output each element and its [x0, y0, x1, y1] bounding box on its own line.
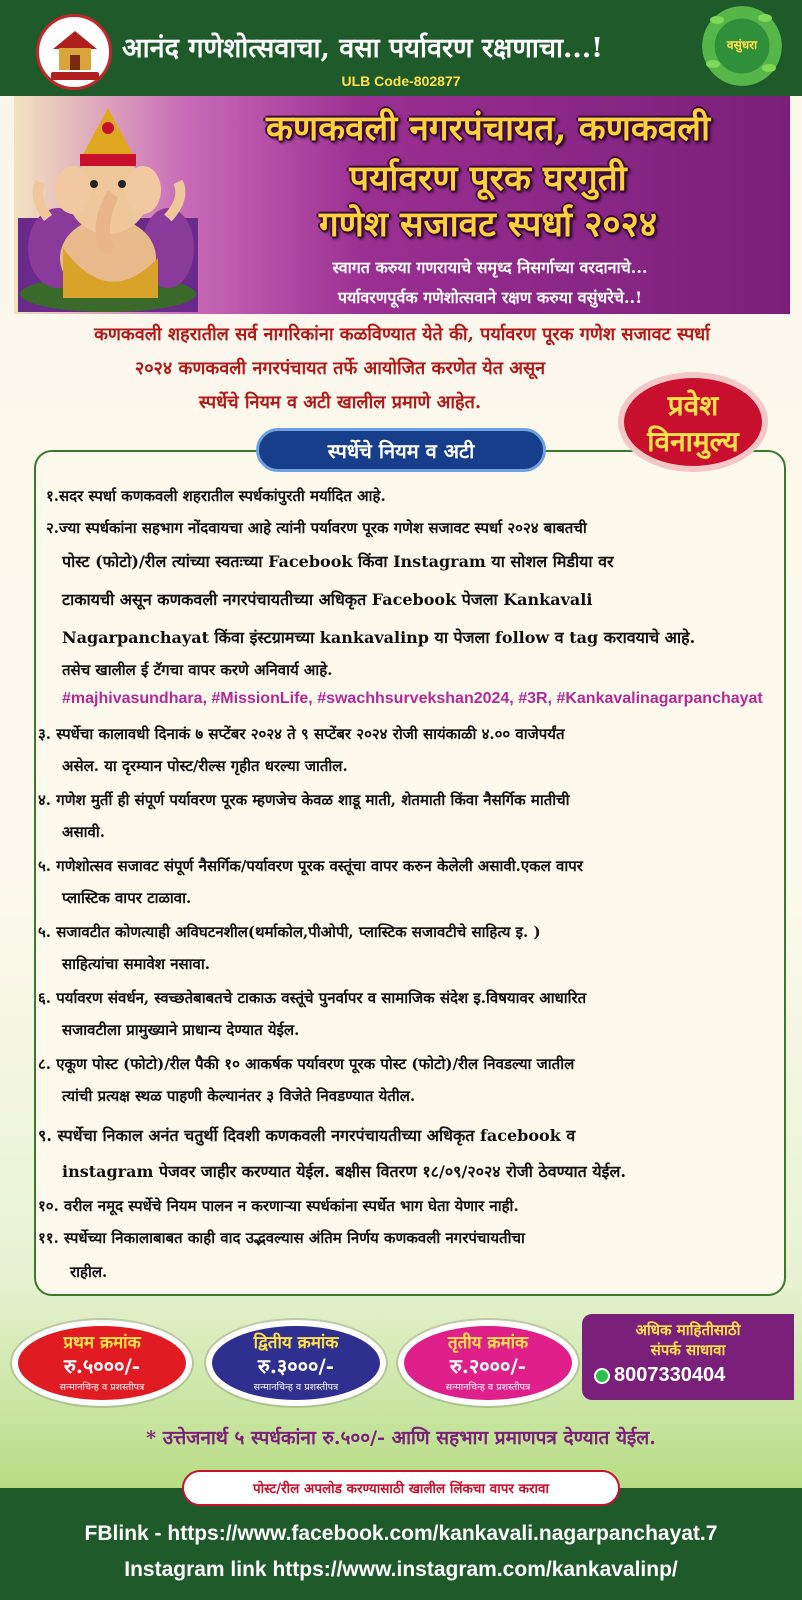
title-line-3: गणेश सजावट स्पर्धा २०२४	[318, 204, 658, 245]
prize-title: प्रथम क्रमांक	[63, 1333, 141, 1353]
rules-heading: स्पर्धेचे नियम व अटी	[327, 439, 475, 463]
prize-amount: रु.३०००/-	[257, 1354, 335, 1378]
rule-line: सजावटीला प्रामुख्याने प्राधान्य देण्यात येईल.	[62, 1021, 300, 1039]
prize-second	[206, 1320, 386, 1406]
instagram-link[interactable]: Instagram link https://www.instagram.com/kankavalinp/	[124, 1558, 678, 1581]
free-entry-line-1: प्रवेश	[667, 389, 719, 422]
rule-line: त्यांची प्रत्यक्ष स्थळ पाहणी केल्यानंतर ३ विजेते निवडण्यात येतील.	[62, 1087, 416, 1105]
consolation-prize-note: * उत्तेजनार्थ ५ स्पर्धकांना रु.५००/- आणि सहभाग प्रमाणपत्र देण्यात येईल.	[146, 1427, 656, 1449]
whatsapp-icon	[594, 1368, 610, 1384]
rule-line: instagram पेजवर जाहीर करण्यात येईल. बक्षीस वितरण १८/०९/२०२४ रोजी ठेवण्यात येईल.	[62, 1162, 626, 1181]
rule-line: ११. स्पर्धेच्या निकालाबाबत काही वाद उद्भवल्यास अंतिम निर्णय कणकवली नगरपंचायतीचा	[38, 1229, 525, 1247]
contact-box	[582, 1314, 794, 1400]
rule-line: पोस्ट (फोटो)/रील त्यांच्या स्वतःच्या Facebook किंवा Instagram या सोशल मिडीया वर	[62, 552, 614, 571]
free-entry-badge	[618, 372, 768, 472]
ulb-code: ULB Code-802877	[341, 73, 461, 89]
contact-line-2: संपर्क साधावा	[650, 1341, 726, 1359]
rule-line: ५. गणेशोत्सव सजावट संपूर्ण नैसर्गिक/पर्यावरण पूरक वस्तूंचा वापर करुन केलेली असावी.एकल वापर	[38, 857, 583, 875]
rule-line: ३. स्पर्धेचा कालावधी दिनाकं ७ सप्टेंबर २०२४ ते ९ सप्टेंबर २०२४ रोजी सायंकाळी ४.०० वाजेपर्यंत	[38, 725, 565, 743]
rule-line: असेल. या दृरम्यान पोस्ट/रील्स गृहीत धरल्या जातील.	[62, 757, 348, 775]
vasundhara-logo-text: वसुंधरा	[726, 38, 758, 52]
prize-subtitle: सन्मानचिन्ह व प्रशस्तीपत्र	[253, 1382, 339, 1393]
intro-line-1: कणकवली शहरातील सर्व नागरिकांना कळविण्यात येते की, पर्यावरण पूरक गणेश सजावट स्पर्धा	[94, 324, 710, 345]
prize-subtitle: सन्मानचिन्ह व प्रशस्तीपत्र	[445, 1382, 531, 1393]
prize-first	[12, 1320, 192, 1406]
rule-line: ५. सजावटीत कोणत्याही अविघटनशील(थर्माकोल,पीओपी, प्लास्टिक सजावटीचे साहित्य इ. )	[38, 923, 541, 941]
intro-line-2: २०२४ कणकवली नगरपंचायत तर्फे आयोजित करणेत येत असून	[134, 358, 546, 379]
prize-third	[398, 1320, 578, 1406]
upload-note: पोस्ट/रील अपलोड करण्यासाठी खालील लिंकचा वापर करावा	[253, 1481, 549, 1497]
facebook-link[interactable]: FBlink - https://www.facebook.com/kankavali.nagarpanchayat.7	[84, 1522, 718, 1545]
rule-line: टाकायची असून कणकवली नगरपंचायतीच्या अधिकृत Facebook पेजला Kankavali	[62, 590, 593, 609]
slogan-text: आनंद गणेशोत्सवाचा, वसा पर्यावरण रक्षणाचा...!	[122, 33, 604, 64]
rule-line: असावी.	[62, 823, 105, 841]
free-entry-line-2: विनामुल्य	[647, 425, 739, 458]
prize-title: तृतीय क्रमांक	[447, 1333, 529, 1353]
prize-title: द्वितीय क्रमांक	[253, 1333, 339, 1353]
rule-line: राहील.	[70, 1263, 108, 1281]
upload-note-pill	[182, 1470, 620, 1506]
title-line-2: पर्यावरण पूरक घरगुती	[349, 158, 627, 199]
intro-line-3: स्पर्धेचे नियम व अटी खालील प्रमाणे आहेत.	[198, 392, 482, 413]
contact-line-1: अधिक माहितीसाठी	[635, 1321, 741, 1339]
rule-line: Nagarpanchayat किंवा इंस्टग्रामच्या kankavalinp या पेजला follow व tag करावयाचे आहे.	[62, 628, 696, 647]
vasundhara-logo-icon	[702, 6, 782, 86]
tagline-2: पर्यावरणपूर्वक गणेशोत्सवाने रक्षण करुया वसुंधरेचे..!	[337, 288, 643, 307]
rule-line: तसेच खालील ई टॅगचा वापर करणे अनिवार्य आहे.	[62, 661, 333, 679]
tagline-1: स्वागत करुया गणरायाचे समृध्द निसर्गाच्या वरदानाचे...	[332, 258, 648, 277]
rule-line: ६. पर्यावरण संवर्धन, स्वच्छतेबाबतचे टाकाऊ वस्तूंचे पुनर्वापर व सामाजिक संदेश इ.विषयावर आधारित	[38, 989, 587, 1007]
prize-amount: रु.२०००/-	[449, 1354, 527, 1378]
rule-line: ९. स्पर्धेचा निकाल अनंत चतुर्थी दिवशी कणकवली नगरपंचायतीच्या अधिकृत facebook व	[38, 1126, 576, 1145]
rules-heading-pill	[256, 428, 546, 472]
title-line-1: कणकवली नगरपंचायत, कणकवली	[265, 108, 711, 149]
rule-line: साहित्यांचा समावेश नसावा.	[62, 955, 210, 973]
prize-amount: रु.५०००/-	[63, 1354, 141, 1378]
rule-line: १०. वरील नमूद स्पर्धेचे नियम पालन न करणाऱ्या स्पर्धकांना स्पर्धेत भाग घेता येणार नाही.	[38, 1197, 519, 1215]
hashtags-line: #majhivasundhara, #MissionLife, #swachhsurvekshan2024, #3R, #Kankavalinagarpanchayat	[62, 690, 763, 707]
rule-line: २.ज्या स्पर्धकांना सहभाग नोंदवायचा आहे त्यांनी पर्यावरण पूरक गणेश सजावट स्पर्धा २०२४ बाबतची	[46, 519, 587, 537]
rule-line: १.सदर स्पर्धा कणकवली शहरातील स्पर्धकांपुरती मर्यादित आहे.	[46, 487, 386, 505]
rule-line: ४. गणेश मुर्ती ही संपूर्ण पर्यावरण पूरक म्हणजेच केवळ शाडू माती, शेतमाती किंवा नैसर्गिक मातीची	[38, 791, 570, 809]
rule-line: ८. एकूण पोस्ट (फोटो)/रील पैकी १० आकर्षक पर्यावरण पूरक पोस्ट (फोटो)/रील निवडल्या जातील	[38, 1055, 575, 1073]
ganesha-idol-image	[18, 98, 198, 312]
contact-phone[interactable]: 8007330404	[614, 1364, 726, 1386]
prize-subtitle: सन्मानचिन्ह व प्रशस्तीपत्र	[59, 1382, 145, 1393]
rule-line: प्लास्टिक वापर टाळावा.	[62, 889, 192, 907]
